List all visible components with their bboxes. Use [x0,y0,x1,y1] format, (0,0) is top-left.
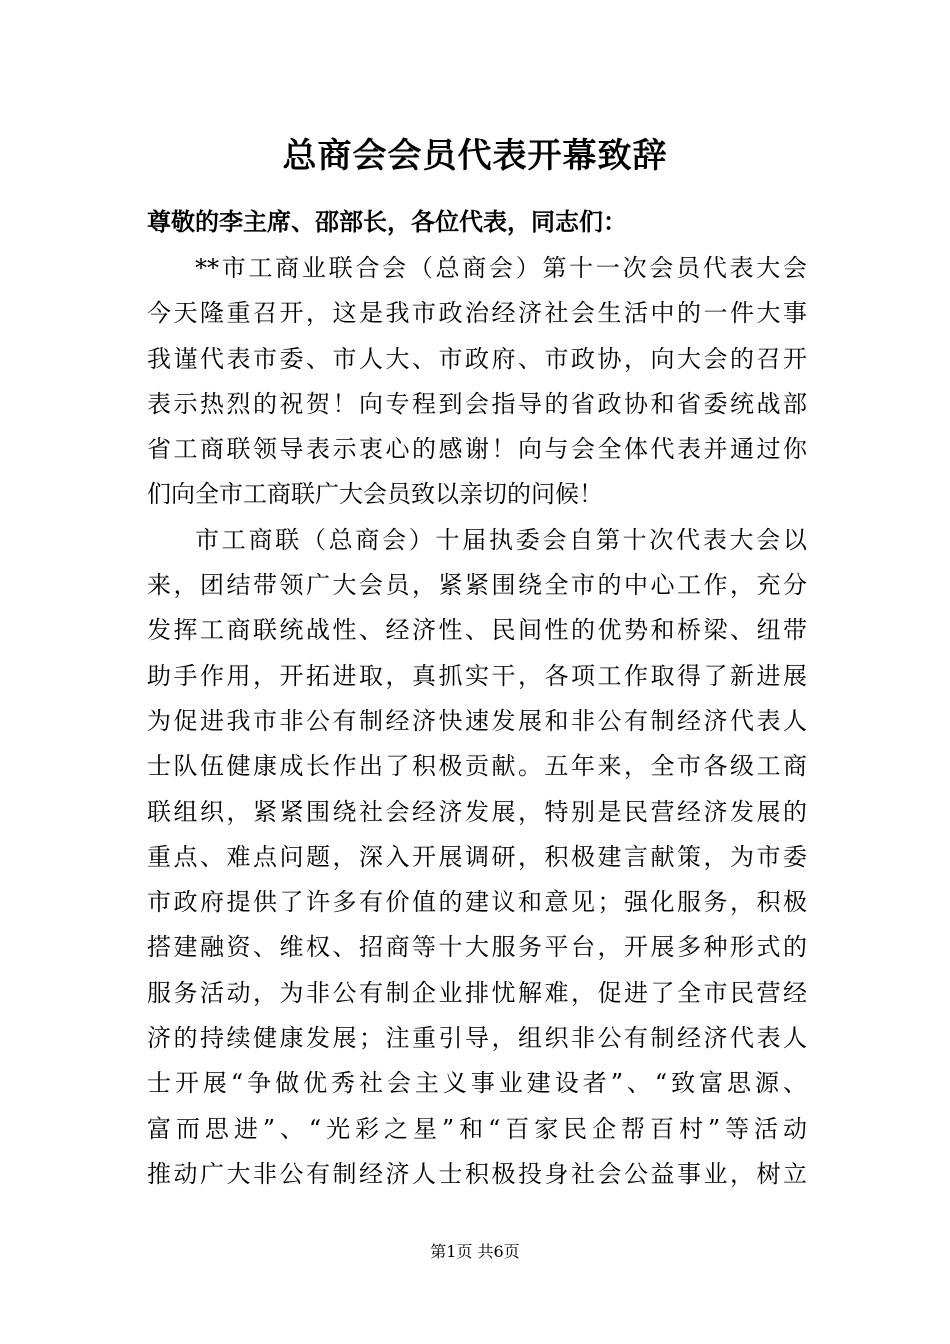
paragraph-line: 重点、难点问题，深入开展调研，积极建言献策，为市委 [147,842,807,871]
paragraph-line: 表示热烈的祝贺！向专程到会指导的省政协和省委统战部 [147,389,807,418]
document-body [147,246,807,1197]
salutation: 尊敬的李主席、邵部长，各位代表，同志们： [147,207,627,236]
paragraph-line: 服务活动，为非公有制企业排忧解难，促进了全市民营经 [147,978,807,1007]
paragraph-line: 士队伍健康成长作出了积极贡献。五年来，全市各级工商 [147,752,807,781]
paragraph-line: 市政府提供了许多有价值的建议和意见；强化服务，积极 [147,888,807,917]
paragraph-line: 发挥工商联统战性、经济性、民间性的优势和桥梁、纽带 [147,616,807,645]
paragraph-line: 联组织，紧紧围绕社会经济发展，特别是民营经济发展的 [147,797,807,826]
paragraph-line: **市工商业联合会（总商会）第十一次会员代表大会 [195,254,807,282]
paragraph-line: 来，团结带领广大会员，紧紧围绕全市的中心工作，充分 [147,571,807,600]
paragraph-line: 济的持续健康发展；注重引导，组织非公有制经济代表人 [147,1024,807,1053]
paragraph-line: 士开展“争做优秀社会主义事业建设者”、“致富思源、 [147,1069,807,1098]
paragraph-line: 助手作用，开拓进取，真抓实干，各项工作取得了新进展 [147,661,807,690]
paragraph-line: 富而思进”、“光彩之星”和“百家民企帮百村”等活动 [147,1114,807,1143]
paragraph-line: 省工商联领导表示衷心的感谢！向与会全体代表并通过你 [147,435,807,464]
paragraph-line: 为促进我市非公有制经济快速发展和非公有制经济代表人 [147,706,807,735]
paragraph-line: 今天隆重召开，这是我市政治经济社会生活中的一件大事 [147,299,807,328]
paragraph-line: 推动广大非公有制经济人士积极投身社会公益事业，树立 [147,1159,807,1188]
page-footer: 第1页 共6页 [430,1242,520,1261]
paragraph-line: 搭建融资、维权、招商等十大服务平台，开展多种形式的 [147,933,807,962]
document-title: 总商会会员代表开幕致辞 [282,136,668,176]
paragraph-line: 市工商联（总商会）十届执委会自第十次代表大会以 [195,525,807,554]
paragraph-line: 们向全市工商联广大会员致以亲切的问候！ [147,480,603,509]
paragraph-line: 我谨代表市委、市人大、市政府、市政协，向大会的召开 [147,344,807,373]
